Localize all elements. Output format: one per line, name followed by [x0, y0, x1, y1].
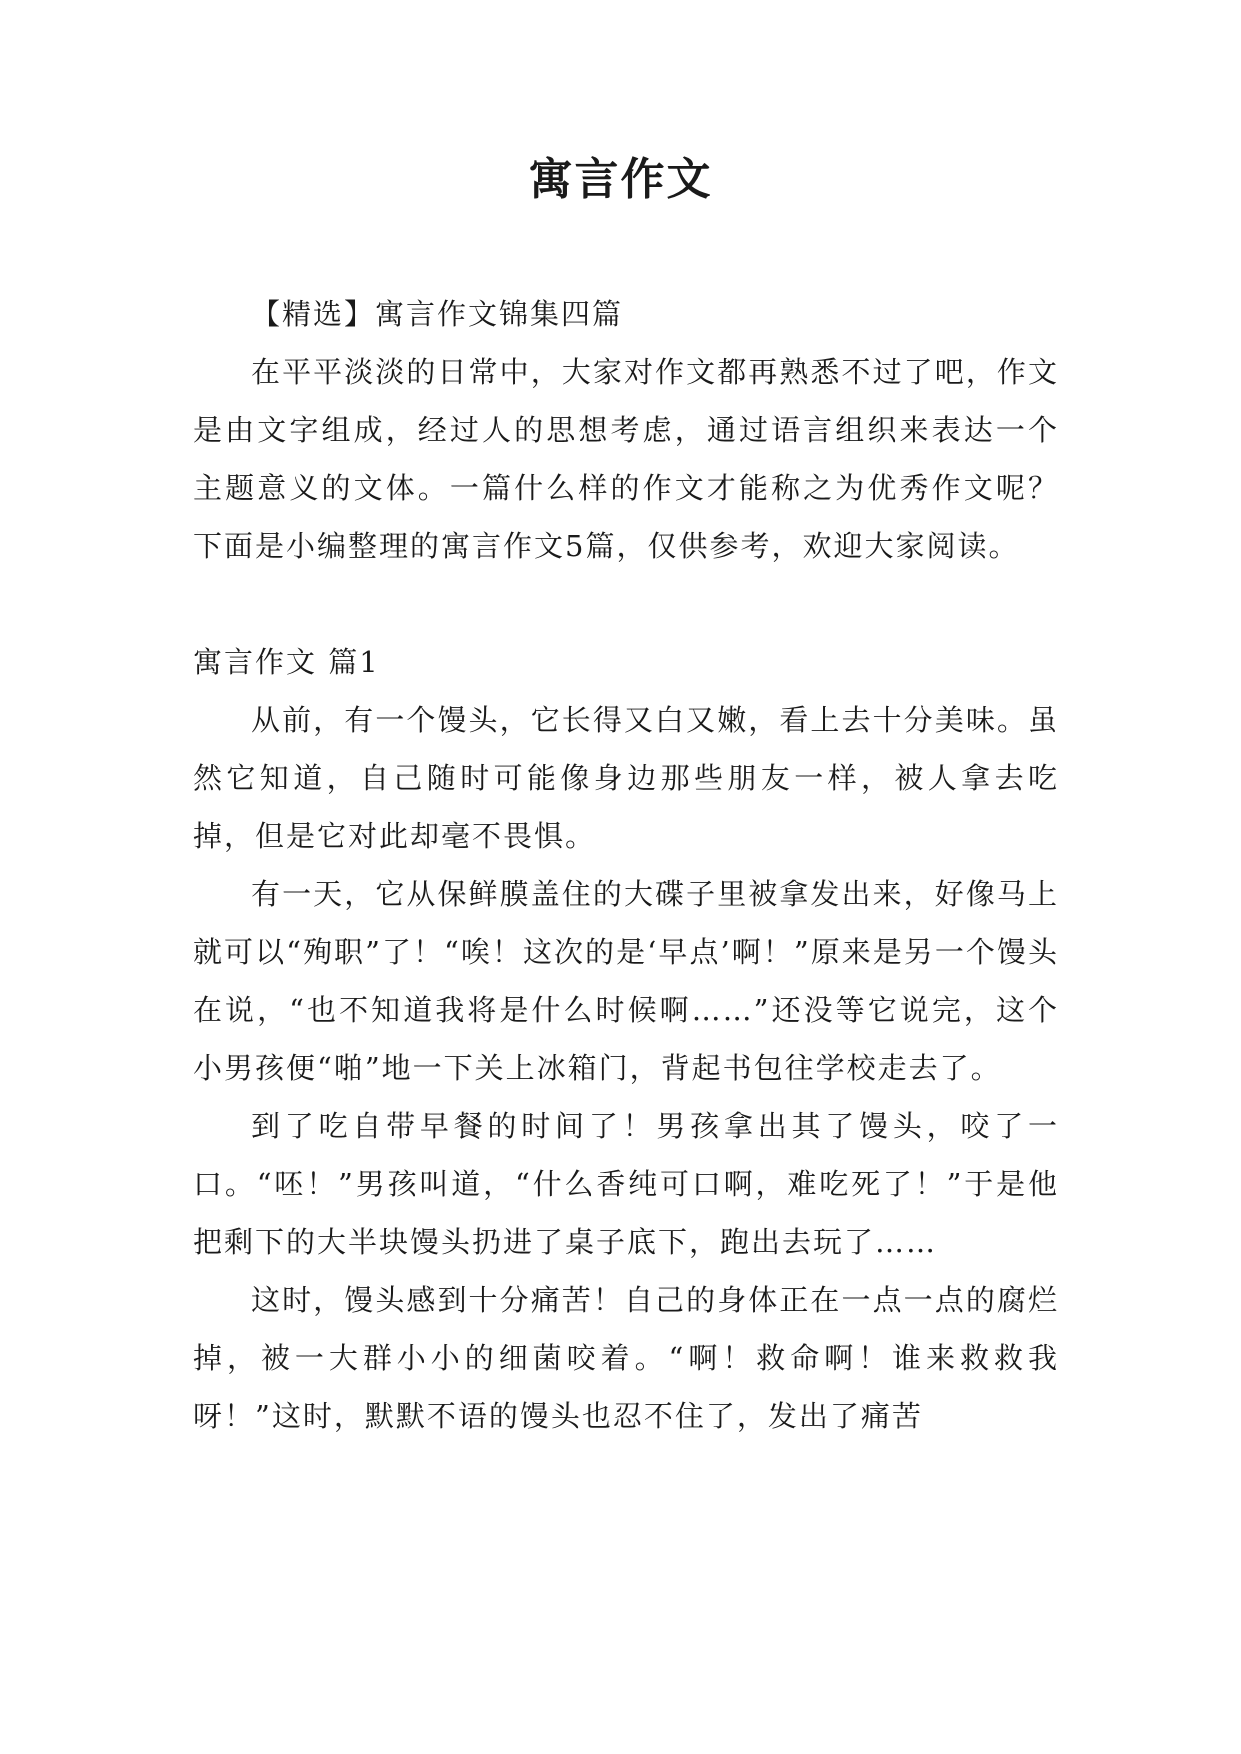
- document-body: [193, 285, 1059, 1445]
- document-title: 寓言作文: [528, 154, 713, 205]
- story-paragraph: 有一天，它从保鲜膜盖住的大碟子里被拿发出来，好像马上就可以“殉职”了！“唉！这次的是‘早点’啊！”原来是另一个馒头在说，“也不知道我将是什么时候啊……”还没等它说完，这个小男孩便“啪”地一下关上冰箱门，背起书包往学校走去了。: [193, 877, 1059, 1085]
- section-heading: 寓言作文 篇1: [193, 645, 380, 679]
- intro-paragraph: 在平平淡淡的日常中，大家对作文都再熟悉不过了吧，作文是由文字组成，经过人的思想考虑，通过语言组织来表达一个主题意义的文体。一篇什么样的作文才能称之为优秀作文呢？下面是小编整理的寓言作文5篇，仅供参考，欢迎大家阅读。: [193, 355, 1059, 563]
- story-paragraph: 这时，馒头感到十分痛苦！自己的身体正在一点一点的腐烂掉，被一大群小小的细菌咬着。“啊！救命啊！谁来救救我呀！”这时，默默不语的馒头也忍不住了，发出了痛苦: [193, 1283, 1059, 1433]
- story-paragraph: 从前，有一个馒头，它长得又白又嫩，看上去十分美味。虽然它知道，自己随时可能像身边那些朋友一样，被人拿去吃掉，但是它对此却毫不畏惧。: [193, 703, 1059, 853]
- document-subtitle: 【精选】寓言作文锦集四篇: [251, 297, 624, 331]
- story-paragraph: 到了吃自带早餐的时间了！男孩拿出其了馒头，咬了一口。“呸！”男孩叫道，“什么香纯可口啊，难吃死了！”于是他把剩下的大半块馒头扔进了桌子底下，跑出去玩了……: [193, 1109, 1059, 1259]
